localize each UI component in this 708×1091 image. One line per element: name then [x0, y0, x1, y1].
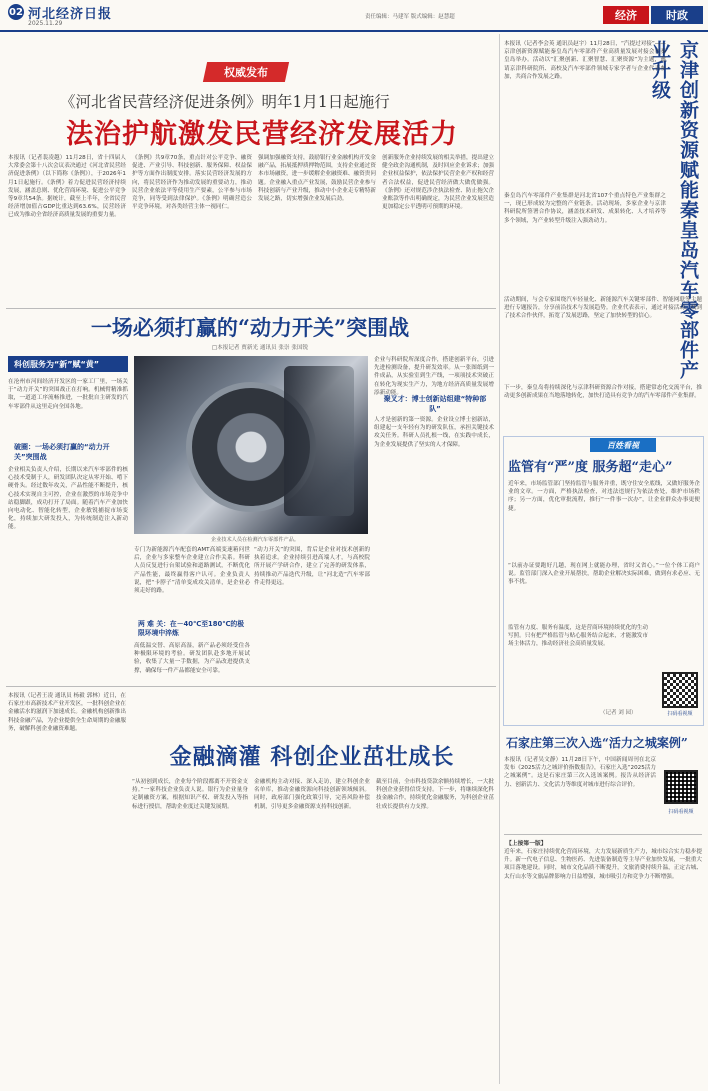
feature-col-1b: 企业相关负责人介绍，长期以来汽车零部件的核心技术受制于人，研发团队决定从零开始、啃下硬骨头。经过数年攻关，产品性能不断提升，核心技术实现自主可控，企业在激烈的市场竞争中站稳脚跟，成功打开了局面。随着汽车产业加快向电动化、智能化转型，企业敏锐捕捉市场变化，持续加大研发投入，为传统制造注入新动能。 — [8, 467, 128, 531]
commentary-text-3: 监管有力度、服务有温度，这是营商环境持续优化的生动写照。只有把严格监管与贴心服务结合起来，才能激发市场主体活力，推动经济社会高质量发展。 — [508, 625, 648, 648]
feature-tag: 科创服务为“新”赋“黄” — [8, 356, 128, 372]
bottom-title: 金融滴灌 科创企业茁壮成长 — [169, 744, 455, 770]
feature-col-2: 专门为新能源汽车配套的AMT高端变速箱问世后，企业与多家整车企业建立合作关系。科研人员反复进行台架试验和道路测试，不断优化产品性能，最终赢得客户认可。企业负责人说，把“卡脖子”清单变成攻关清单，是企业必须走好的路。 — [134, 547, 250, 595]
feature-col-1: 在沧州市河间经济开发区的一家工厂里，一场关于“动力开关”的突围战正在打响。机械臂精准抓取，一道道工序流畅推进，一批批自主研发的汽车零部件从这里走向全国各地。 — [8, 379, 128, 410]
feature-title: 一场必须打赢的“动力开关”突围战 — [90, 315, 410, 340]
editor-credits: 责任编辑：马建军 版式编辑：赵慧超 — [365, 14, 455, 20]
masthead-rule — [0, 30, 708, 32]
feature-col-4-intro: 企业与科研院所深度合作，搭建创新平台，引进先进检测设备，提升研发效率。从一张图纸到一件成品，从实验室到生产线，一项项技术突破正在转化为现实生产力，为地方经济高质量发展增添新动能。 — [374, 357, 494, 396]
bottom-col-2: “从初创到成长，企业每个阶段都离不开资金支持。”一家科技企业负责人说。银行为企业量身定制融资方案，根据知识产权、研发投入等指标进行授信，帮助企业度过关键发展期。 — [132, 779, 248, 810]
right-lead-text-3: 活动期间，与会专家围绕汽车轻量化、新能源汽车关键零部件、智能网联等主题进行专题报告，分享前沿技术与发展趋势。企业代表表示，通过对接活动，找到了技术合作伙伴，拓宽了发展思路，坚定了加快转型的信心。 — [504, 297, 702, 320]
commentary-author: （记者 刘 园） — [600, 710, 637, 716]
lead-col-2: 《条例》共9章70条，重点针对公平竞争、融资促进、产业引导、科技创新、服务保障、权益保护等方面作出制度安排。落实民营经济发展的方向，将民营经济作为推动发展的重要动力，推动民营企业依法平等使用生产要素，公平参与市场竞争，同等受到法律保护。《条例》明确营造公平竞争环境，对各类经营主体一视同仁。 — [132, 155, 252, 211]
lead-col-1: 本报讯（记者裴凌越）11月28日，省十四届人大常委会第十八次会议表决通过《河北省民营经济促进条例》（以下简称《条例》），于2026年1月1日起施行。《条例》着力促进民营经济持续发展，涵盖总则、优化营商环境、促进公平竞争等9章共54条。据统计，截至上半年，全省民营经济增加值占GDP比重达到63.6%，民营经济已成为推动全省经济高质量发展的重要力量。 — [8, 155, 126, 219]
qr-code-icon[interactable] — [664, 770, 698, 804]
feature-sub-1: 破圈：一场必须打赢的“动力开关”突围战 — [14, 443, 110, 461]
right-lead-text-2: 秦皇岛汽车零部件产业集群是河北省107个重点特色产业集群之一，现已形成较为完整的产业链条。活动现场，多家企业与京津科研院所签署合作协议，涵盖技术研发、成果转化、人才培养等多个领域，为产业转型升级注入强劲动力。 — [504, 193, 666, 224]
feature-photo — [134, 356, 368, 534]
bottom-col-4: 截至目前，全市科技贷款余额持续增长，一大批科创企业获得信贷支持。下一步，将继续深化科技金融合作，持续优化金融服务，为科创企业茁壮成长提供有力支撑。 — [376, 779, 494, 810]
feature-sub-3: 聚叉才：博士创新站组建“特种部队” — [383, 395, 487, 413]
qr-code-icon[interactable] — [662, 672, 698, 708]
feature-sub-2: 两 难 关：在－40℃至180℃的极限环境中淬炼 — [138, 620, 245, 637]
page-number: 02 — [8, 4, 24, 20]
column-rule — [499, 34, 500, 1084]
qr-label: 扫码看视频 — [668, 809, 694, 815]
right-bottom-title: 石家庄第三次入选“活力之城案例” — [506, 736, 688, 750]
bottom-col-3: 金融机构主动对接、深入走访，建立科创企业名单库，推动金融资源向科技创新领域倾斜。同时，政府部门强化政策引导，完善风险补偿机制，引导更多金融资源支持科技创新。 — [254, 779, 370, 810]
photo-caption: 企业技术人员在检测汽车零部件产品。 — [210, 537, 300, 543]
lead-col-3: 强调加强融资支持，鼓励银行业金融机构开发金融产品，拓展抵押质押物范围，支持企业通过资本市场融资，进一步缓解企业融资难、融资贵问题。企业融入重点产业发展，鼓励民营企业参与科技创新与产业升级，推动中小企业走专精特新发展之路，切实增强企业发展后劲。 — [258, 155, 376, 203]
section-tag-economy: 经济 — [603, 6, 649, 24]
feature-col-3: “动力开关”的突围，背后是企业对技术创新的执着追求。企业持续引进高端人才，与高校院所开展产学研合作，建立了完善的研发体系，持续推动产品迭代升级，让“河北造”汽车零部件走得更远。 — [254, 547, 370, 586]
banner-label: 权威发布 — [224, 66, 268, 79]
continued-head: 【上接第一版】 — [506, 841, 547, 847]
commentary-text-1: 近年来，市场监管部门坚持监管与服务并重，既守住安全底线，又做好服务企业的文章。一方面，严格执法检查，对违法违规行为依法查处，维护市场秩序；另一方面，优化审批流程，推行“一件事一次办”，让企业群众办事更便捷。 — [508, 481, 700, 512]
right-lead-text-4: 下一步，秦皇岛将持续深化与京津科研资源合作对接，搭建常态化交流平台，推动更多创新成果在当地落地转化，加快打造具有竞争力的汽车零部件产业集群。 — [504, 385, 702, 400]
lead-col-4: 创新服务企业持续发展的相关举措，提出建立健全政企沟通机制，及时回应企业诉求；加强企业权益保护，依法保护民营企业产权和经营者合法权益，促进民营经济做大做优做强。《条例》还对规范涉企执法检查、防止拖欠企业账款等作出明确规定，为民营企业发展营造更加稳定公平透明可预期的环境。 — [382, 155, 494, 211]
commentary-title: 监管有“严”度 服务超“走心” — [508, 460, 673, 475]
feature-col-4: 人才是创新的第一资源。企业设立博士创新站，组建起一支年轻有为的研发队伍，承担关键技术攻关任务。科研人员扎根一线，在实践中成长，为企业发展提供了坚实的人才保障。 — [374, 417, 494, 448]
lead-title: 法治护航激发民营经济发展活力 — [66, 119, 458, 150]
section-tag-politics: 时政 — [651, 6, 703, 24]
feature-byline: □本报记者 贾新光 通讯员 张崇 张国锐 — [211, 345, 309, 351]
qr-label: 扫码看视频 — [667, 711, 693, 717]
issue-date: 2025.11.29 — [28, 20, 63, 27]
feature-col-2b: 高低温交替、高原高湿，新产品必须经受住各种极限环境的考验。研发团队赴多地开展试验，收集了大量一手数据，为产品改进提供支撑，确保每一件产品都能安全可靠。 — [134, 643, 250, 674]
right-lead-text-1: 本报讯（记者李会英 通讯员赵宇）11月28日，“汽提过对接”——京津创新资源赋能秦皇岛汽车零部件产业高质量发展对接会在秦皇岛举办。活动以“汇聚创新、汇聚智慧、汇聚资源”为主题，邀请京津科研院所、高校及汽车零部件领域专家学者与企业代表参加，共商合作发展之路。 — [504, 41, 666, 80]
right-bottom-text-2: 近年来，石家庄持续优化营商环境，大力发展新质生产力，城市综合实力稳步提升。新一代电子信息、生物医药、先进装备制造等主导产业加快发展，一批重大项目落地建设。同时，城市文化品质不断提升，文旅消费持续升温，正定古城、太行山水等文旅品牌影响力日益增强，城市吸引力和竞争力不断增强。 — [504, 849, 702, 880]
right-lead-title: 京津创新资源赋能秦皇岛汽车零部件产业升级 — [649, 40, 699, 380]
separator — [6, 686, 496, 687]
commentary-tag: 百姓看视 — [590, 438, 656, 452]
worker-figure — [284, 366, 354, 516]
paper-name: 河北经济日报 — [28, 7, 113, 22]
lead-kicker: 《河北省民营经济促进条例》明年1月1日起施行 — [60, 93, 390, 111]
separator — [6, 308, 496, 309]
bottom-col-1: 本报讯（记者王凌 通讯员 杨毅 郭林）近日，在石家庄市高新技术产业开发区，一批科创企业在金融活水的滋润下加速成长。金融机构创新推出科技金融产品，为企业提供全生命周期的金融服务，破解科创企业融资难题。 — [8, 693, 126, 732]
separator — [504, 834, 702, 835]
authority-release-banner — [203, 62, 289, 82]
commentary-text-2: “以前办证要跑好几趟，现在网上就能办理，省时又省心。”一位个体工商户说。监管部门深入企业开展帮扶，帮助企业解决实际困难，做到有求必应、无事不扰。 — [508, 563, 700, 586]
right-bottom-text-1: 本报讯（记者吴文静）11月28日下午，中国新闻周刊在北京发布《2025活力之城评价指数报告》，石家庄入选“2025活力之城案例”。这是石家庄第三次入选该案例。报告从经济活力、创新活力、文化活力等维度对城市进行综合评价。 — [504, 757, 656, 788]
